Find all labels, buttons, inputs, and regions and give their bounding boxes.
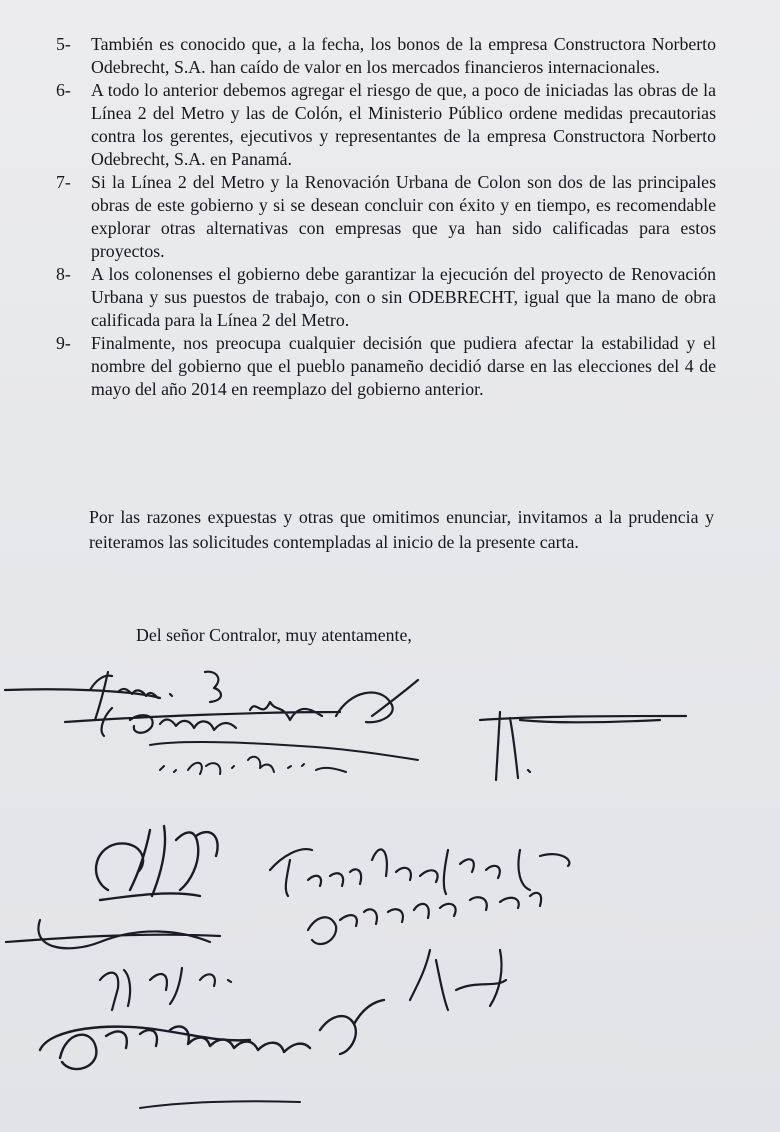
handwritten-signature bbox=[5, 672, 418, 774]
point-number: 9- bbox=[56, 333, 71, 353]
handwritten-signature bbox=[270, 849, 569, 1010]
salutation: Del señor Contralor, muy atentamente, bbox=[136, 625, 412, 645]
point-number: 8- bbox=[56, 264, 71, 284]
point-number: 6- bbox=[56, 80, 71, 100]
handwritten-signature bbox=[40, 968, 384, 1108]
handwritten-signature bbox=[6, 826, 220, 948]
point-item bbox=[56, 171, 716, 263]
point-text: También es conocido que, a la fecha, los bonos de la empresa Constructora Norberto Odebrecht, S.A. han caído de valor en los mercados financieros internacionales. bbox=[91, 34, 716, 77]
point-number: 7- bbox=[56, 172, 71, 192]
point-number: 5- bbox=[56, 34, 71, 54]
point-text: A todo lo anterior debemos agregar el riesgo de que, a poco de iniciadas las obras de la Línea 2 del Metro y las de Colón, el Ministerio Público ordene medidas precautorias contra los gerentes, ejecutivos y representantes de la empresa Constructora Norberto Odebrecht, S.A. en Panamá. bbox=[91, 80, 716, 169]
point-item bbox=[56, 79, 716, 171]
point-text: Si la Línea 2 del Metro y la Renovación Urbana de Colon son dos de las principales obras de este gobierno y si se desean concluir con éxito y en tiempo, es recomendable explorar otras alternativas con empresas que ya han sido calificadas para estos proyectos. bbox=[91, 172, 716, 261]
handwritten-signature bbox=[480, 712, 686, 780]
closing-paragraph: Por las razones expuestas y otras que omitimos enunciar, invitamos a la prudencia y reiteramos las solicitudes contempladas al inicio de la presente carta. bbox=[89, 507, 714, 552]
point-text: Finalmente, nos preocupa cualquier decisión que pudiera afectar la estabilidad y el nombre del gobierno que el pueblo panameño decidió darse en las elecciones del 4 de mayo del año 2014 en reemplazo del gobierno anterior. bbox=[91, 333, 716, 399]
point-item bbox=[56, 33, 716, 79]
point-item bbox=[56, 332, 716, 401]
numbered-points-list bbox=[56, 33, 716, 401]
signatures-block bbox=[0, 650, 780, 1132]
point-item bbox=[56, 263, 716, 332]
point-text: A los colonenses el gobierno debe garantizar la ejecución del proyecto de Renovación Urbana y sus puestos de trabajo, con o sin ODEBRECHT, igual que la mano de obra calificada para la Línea 2 del Metro. bbox=[91, 264, 716, 330]
